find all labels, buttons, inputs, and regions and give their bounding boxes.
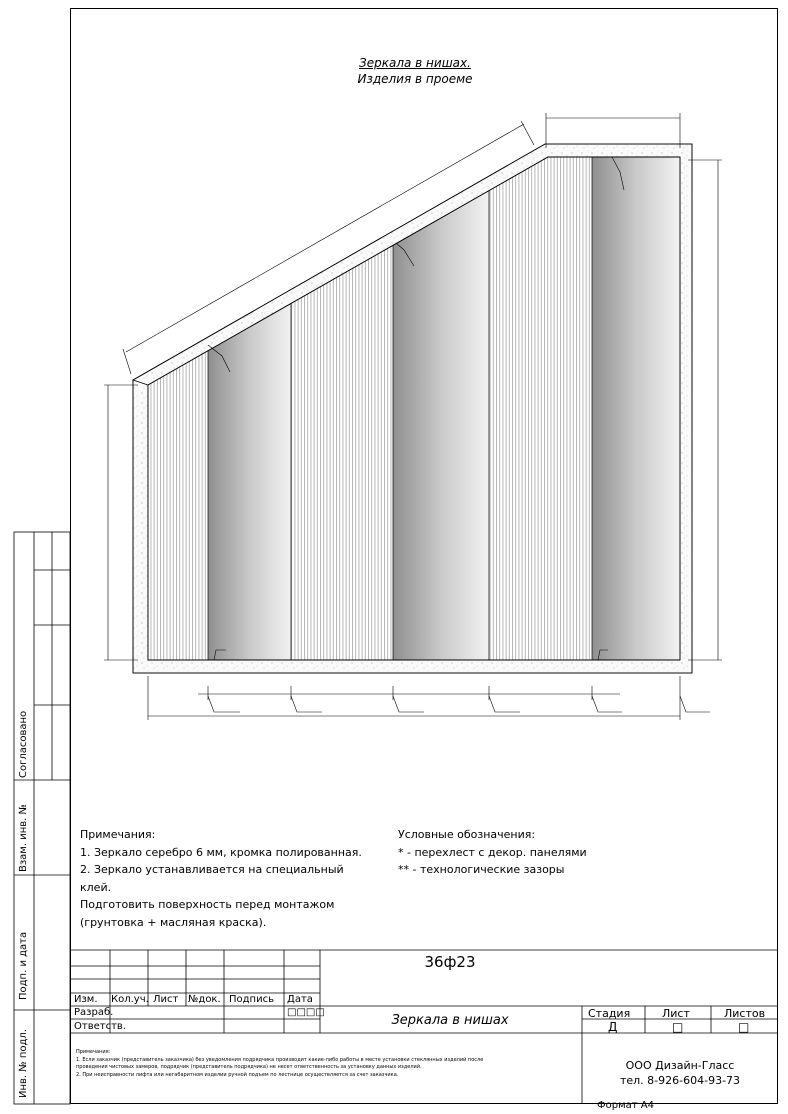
agreed-label: Согласовано (18, 710, 29, 778)
header-ndoc: №док. (188, 994, 221, 1005)
legend-heading: Условные обозначения: (398, 828, 536, 841)
stage-label: Стадия (588, 1007, 631, 1020)
small-notes (76, 1049, 582, 1079)
small-notes-line: 2. При неисправности лифта или негабаритном изделии ручной подъем по лестнице осуществляется за счет заказчика. (76, 1071, 399, 1078)
notes-line: Подготовить поверхность перед монтажом (80, 898, 335, 911)
company-name: ООО Дизайн-Гласс (625, 1059, 735, 1072)
drawing-title-line1: Зеркала в нишах. (359, 56, 471, 70)
responsible-label: Ответств. (74, 1021, 126, 1032)
notes-line: 2. Зеркало устанавливается на специальный (80, 863, 344, 876)
sheet-value: □ (672, 1020, 684, 1034)
date-value: □□□□ (287, 1007, 325, 1018)
notes-heading: Примечания: (80, 828, 156, 841)
notes-line: клей. (80, 880, 112, 894)
sheets-value: □ (738, 1020, 750, 1034)
inv-orig-label: Инв. № подл. (18, 1029, 29, 1098)
notes-line: 1. Зеркало серебро 6 мм, кромка полированная. (80, 845, 362, 859)
format-label: Формат А4 (597, 1100, 654, 1111)
sheets-label: Листов (724, 1007, 766, 1020)
small-notes-line: 1. Если заказчик (представитель заказчика) без уведомления подрядчика производит какие-либо работы в месте установки стеклянных изделий после (76, 1056, 484, 1063)
replace-inv-label: Взам. инв. № (18, 804, 29, 872)
header-list: Лист (153, 994, 179, 1005)
stage-value: Д (608, 1020, 618, 1034)
legend-line: ** - технологические зазоры (398, 863, 565, 876)
company-phone: тел. 8-926-604-93-73 (619, 1074, 741, 1087)
notes-line: (грунтовка + масляная краска). (80, 915, 267, 929)
legend-line: * - перехлест с декор. панелями (398, 845, 587, 859)
header-sign: Подпись (229, 994, 274, 1005)
drawing-title-line2: Изделия в проеме (357, 72, 473, 86)
small-notes-line: проведения чистовых замеров, подрядчик (представитель подрядчика) не несет ответственность за установку данных изделий. (76, 1064, 422, 1070)
header-izm: Изм. (74, 994, 98, 1005)
doc-title: Зеркала в нишах (391, 1013, 509, 1028)
company-info (582, 1058, 778, 1088)
small-notes-heading: Примечания: (76, 1049, 111, 1055)
sheet-label: Лист (662, 1007, 690, 1020)
doc-code: 36ф23 (424, 953, 476, 971)
header-date: Дата (287, 994, 313, 1005)
sign-date-label: Подп. и дата (18, 931, 29, 1000)
header-kol: Кол.уч. (111, 994, 149, 1005)
developed-label: Разраб. (74, 1007, 114, 1018)
